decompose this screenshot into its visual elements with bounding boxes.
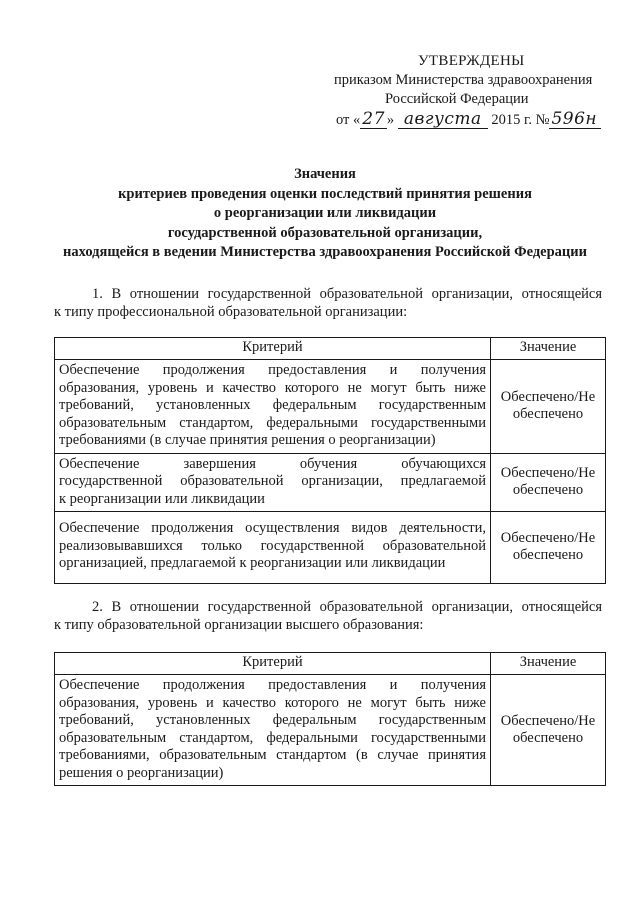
criterion-line: требованиями (в случае принятия решения о реорганизации) (59, 432, 436, 448)
value-line: Обеспечено/Не (500, 388, 596, 405)
approval-federation-line: Российской Федерации (385, 91, 529, 107)
criterion-cell (55, 360, 491, 454)
table-row (55, 512, 606, 584)
criterion-line: государственной образовательной организации, предлагаемой (59, 473, 486, 489)
criterion-line: к реорганизации или ликвидации (59, 490, 265, 507)
criterion-line: реализовывавшихся только государственной образовательной (59, 537, 486, 554)
section-intro-line: 1. В отношении государственной образовательной организации, относящейся (92, 286, 602, 302)
criteria-table-1 (54, 337, 606, 584)
title-line: критериев проведения оценки последствий принятия решения (118, 185, 532, 202)
criterion-line: Обеспечение завершения обучения обучающихся (59, 455, 486, 472)
criterion-line: образования, уровень и качество которого не могут быть ниже (59, 379, 486, 396)
date-mid: » (386, 112, 395, 128)
criterion-cell (55, 453, 491, 512)
criterion-line: Обеспечение продолжения предоставления и получения (59, 677, 486, 693)
section-intro-line: к типу образовательной организации высшего образования: (54, 617, 424, 633)
date-year: 2015 г. № (491, 112, 550, 128)
title-line: о реорганизации или ликвидации (213, 205, 437, 221)
document-title (30, 165, 620, 263)
table-header-row (55, 338, 606, 360)
value-line: Обеспечено/Не (500, 712, 596, 729)
section-intro-line: к типу профессиональной образовательной организации: (54, 304, 408, 320)
value-line: обеспечено (512, 406, 584, 423)
section-1-intro (54, 285, 602, 321)
criterion-line: Обеспечение продолжения предоставления и получения (59, 362, 486, 378)
header-criterion: Критерий (55, 653, 491, 675)
criterion-line: образовательным стандартом, федеральными государственными (59, 729, 486, 746)
table-row (55, 360, 606, 454)
approval-block (300, 52, 620, 130)
approval-ministry-line: приказом Министерства здравоохранения (334, 72, 593, 88)
section-2-intro (54, 598, 602, 634)
value-line: обеспечено (512, 482, 584, 499)
approval-date-line (336, 111, 620, 130)
title-line: Значения (294, 166, 356, 182)
section-intro-line: 2. В отношении государственной образовательной организации, относящейся (92, 599, 602, 615)
handwritten-order-number: 596н (549, 111, 601, 129)
criterion-cell (55, 675, 491, 786)
value-line: обеспечено (512, 547, 584, 564)
criterion-line: решения о реорганизации) (59, 764, 224, 781)
value-line: Обеспечено/Не (500, 529, 596, 546)
table-row (55, 453, 606, 512)
header-criterion: Критерий (55, 338, 491, 360)
value-cell (491, 675, 606, 786)
approval-heading: УТВЕРЖДЕНЫ (418, 53, 525, 69)
criterion-line: требованиями, образовательным стандартом (в случае принятия (59, 747, 486, 763)
value-cell (491, 512, 606, 584)
criterion-line: организацией, предлагаемой к реорганизации или ликвидации (59, 555, 446, 571)
header-value: Значение (491, 653, 606, 675)
criterion-line: образовательным стандартом, федеральными государственными (59, 414, 486, 431)
value-cell (491, 453, 606, 512)
value-cell (491, 360, 606, 454)
table-row (55, 675, 606, 786)
table-header-row (55, 653, 606, 675)
criterion-cell (55, 512, 491, 584)
criterion-line: требований, установленных федеральным государственным (59, 397, 486, 413)
date-prefix: от « (336, 112, 361, 128)
header-value: Значение (491, 338, 606, 360)
title-line: государственной образовательной организации, (167, 224, 483, 241)
value-line: Обеспечено/Не (500, 464, 596, 481)
criterion-line: требований, установленных федеральным государственным (59, 712, 486, 728)
handwritten-month: августа (398, 111, 488, 129)
title-line: находящейся в ведении Министерства здравоохранения Российской Федерации (63, 244, 587, 260)
value-line: обеспечено (512, 730, 584, 746)
handwritten-day: 27 (362, 109, 385, 129)
criterion-line: образования, уровень и качество которого не могут быть ниже (59, 694, 486, 711)
criterion-line: Обеспечение продолжения осуществления видов деятельности, (59, 520, 486, 536)
criteria-table-2 (54, 652, 606, 786)
